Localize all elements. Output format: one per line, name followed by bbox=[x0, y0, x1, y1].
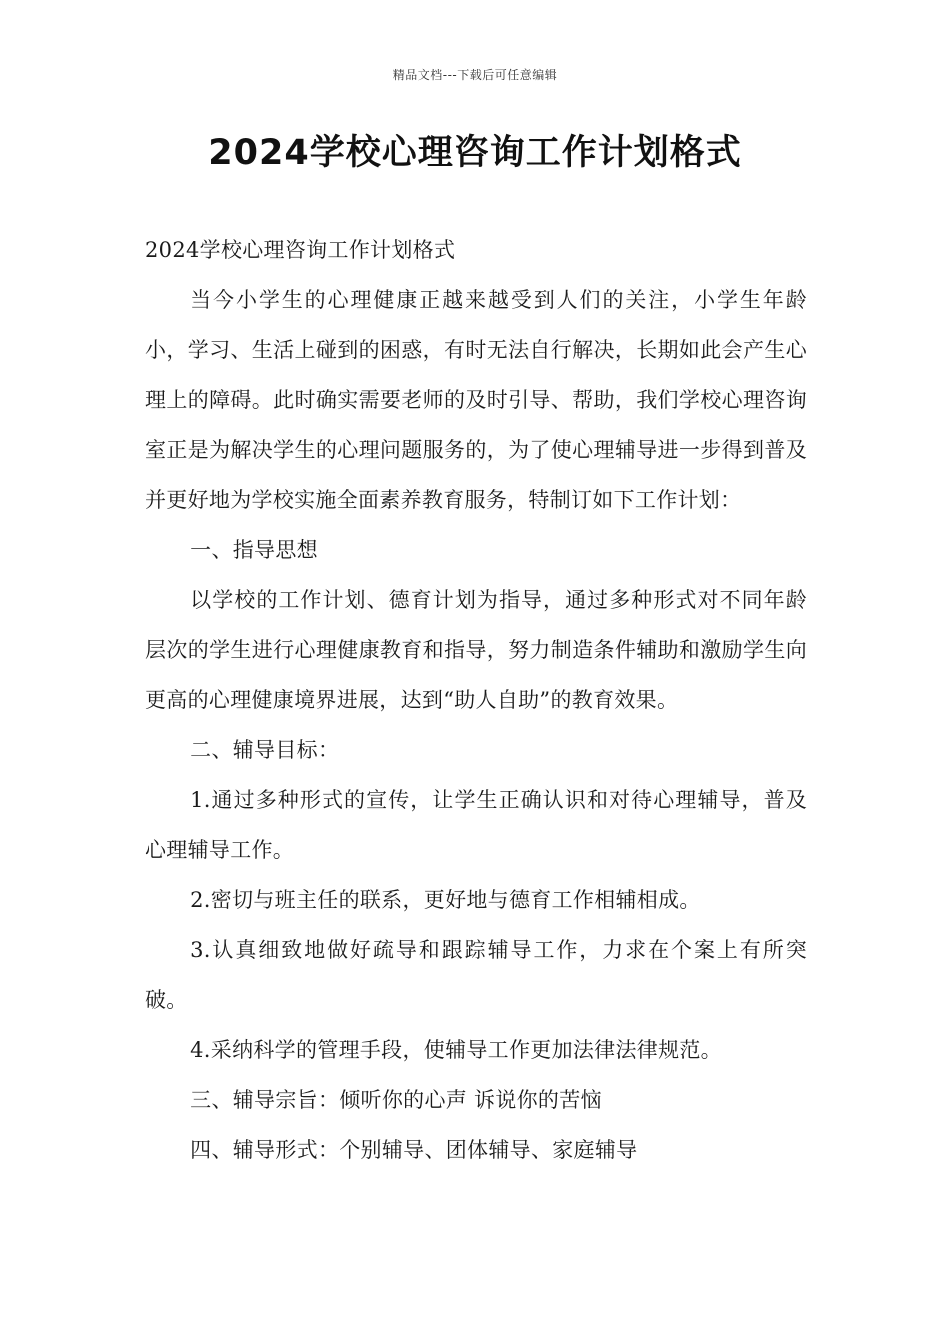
guiding-ideology-paragraph: 以学校的工作计划、德育计划为指导，通过多种形式对不同年龄层次的学生进行心理健康教育和指导，努力制造条件辅助和激励学生向更高的心理健康境界进展，达到“助人自助”的教育效果。 bbox=[145, 588, 807, 712]
goal-item: 3.认真细致地做好疏导和跟踪辅导工作，力求在个案上有所突破。 bbox=[145, 938, 807, 1012]
document-body bbox=[145, 225, 807, 1175]
intro-paragraph: 当今小学生的心理健康正越来越受到人们的关注，小学生年龄小，学习、生活上碰到的困惑，有时无法自行解决，长期如此会产生心理上的障碍。此时确实需要老师的及时引导、帮助，我们学校心理咨询室正是为解决学生的心理问题服务的，为了使心理辅导进一步得到普及并更好地为学校实施全面素养教育服务，特制订如下工作计划： bbox=[145, 288, 807, 512]
section-heading-counseling-forms: 四、辅导形式：个别辅导、团体辅导、家庭辅导 bbox=[190, 1138, 638, 1162]
section-heading-counseling-goals: 二、辅导目标： bbox=[190, 738, 340, 762]
section-heading-counseling-purpose: 三、辅导宗旨：倾听你的心声 诉说你的苦恼 bbox=[190, 1088, 602, 1112]
goal-item: 4.采纳科学的管理手段，使辅导工作更加法律法律规范。 bbox=[190, 1038, 722, 1062]
document-subtitle: 2024学校心理咨询工作计划格式 bbox=[145, 238, 456, 262]
goal-item: 2.密切与班主任的联系，更好地与德育工作相辅相成。 bbox=[190, 888, 701, 912]
header-note: 精品文档---下载后可任意编辑 bbox=[392, 68, 558, 82]
document-title: 2024学校心理咨询工作计划格式 bbox=[208, 133, 742, 173]
section-heading-guiding-ideology: 一、指导思想 bbox=[190, 538, 318, 562]
goal-item: 1.通过多种形式的宣传，让学生正确认识和对待心理辅导，普及心理辅导工作。 bbox=[145, 788, 807, 862]
